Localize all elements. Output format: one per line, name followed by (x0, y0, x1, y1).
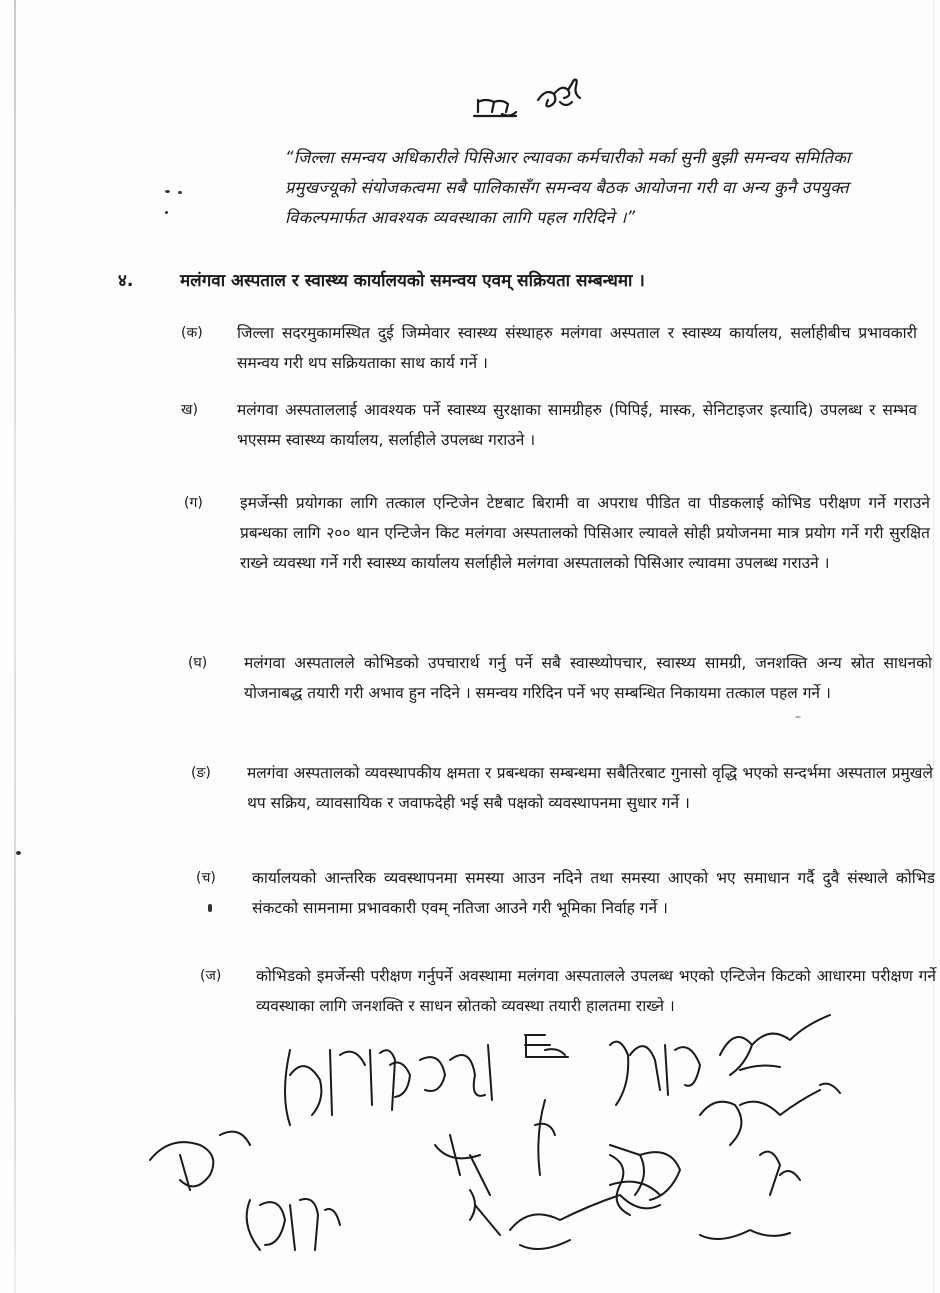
list-item (181, 318, 917, 378)
item-marker: (घ) (188, 655, 208, 671)
signature (150, 1132, 250, 1190)
item-text: मलंगवा अस्पतालले कोभिडको उपचारार्थ गर्नु पर्ने सबै स्वास्थ्योपचार, स्वास्थ्य सामग्री, जनशक्ति अन्य स्रोत साधनको योजनाबद्ध तयारी गरी अभाव हुन नदिने । समन्वय गरिदिन पर्ने भए सम्बन्धित निकायमा तत्काल पहल गर्ने । (244, 654, 932, 702)
signature (760, 1152, 800, 1195)
item-marker: (ङ) (191, 765, 211, 781)
signature (700, 1230, 790, 1239)
item-marker: (क) (181, 325, 203, 341)
scan-speck (208, 904, 212, 912)
list-item (191, 758, 933, 818)
list-item (196, 863, 935, 923)
quoted-resolution: “जिल्ला समन्वय अधिकारीले पिसिआर ल्यावका कर्मचारीको मर्का सुनी बुझी समन्वय समितिका प्रमुखज्यूको संयोजकत्वमा सबै पालिकासँग समन्वय बैठक आयोजना गरी वा अन्य कुनै उपयुक्त विकल्पमार्फत आवश्यक व्यवस्थाका लागि पहल गरिदिने ।” (285, 148, 851, 227)
item-marker: (ज) (200, 968, 222, 984)
item-text: जिल्ला सदरमुकामस्थित दुई जिम्मेवार स्वास्थ्य संस्थाहरु मलंगवा अस्पताल र स्वास्थ्य कार्यालय, सर्लाहीबीच प्रभावकारी समन्वय गरी थप सक्रियताका साथ कार्य गर्ने । (237, 324, 917, 372)
top-signatures (468, 72, 598, 122)
signature (435, 1135, 490, 1195)
item-text: कोभिडको इमर्जेन्सी परीक्षण गर्नुपर्ने अवस्थामा मलंगवा अस्पतालले उपलब्ध भएको एन्टिजेन किटको आधारमा परीक्षण गर्ने व्यवस्थाका लागि जनशक्ति र साधन स्रोतको व्यवस्था तयारी हालतमा राख्ने । (256, 967, 936, 1015)
scan-speck (795, 716, 801, 718)
signature (525, 1035, 568, 1057)
section-title: मलंगवा अस्पताल र स्वास्थ्य कार्यालयको समन्वय एवम् सक्रियता सम्बन्धमा । (180, 271, 645, 291)
scan-speck (178, 191, 182, 194)
signature (285, 1050, 395, 1125)
signature (247, 1199, 340, 1250)
scan-edge (933, 0, 934, 1293)
section-heading (118, 266, 878, 300)
scan-edge (14, 0, 16, 1293)
scan-speck (165, 211, 168, 214)
item-marker: (च) (196, 870, 216, 886)
signature (610, 1145, 680, 1200)
signature (470, 1190, 500, 1235)
signature (610, 1042, 700, 1105)
scan-speck (16, 851, 21, 855)
item-marker: (ग) (184, 495, 203, 511)
signature (700, 1084, 840, 1145)
section-number: ४. (118, 271, 134, 291)
item-text: कार्यालयको आन्तरिक व्यवस्थापनमा समस्या आउन नदिने तथा समस्या आएको भए समाधान गर्दै दुवै संस्थाले कोभिड संकटको सामनामा प्रभावकारी एवम् नतिजा आउने गरी भूमिका निर्वाह गर्ने । (252, 869, 935, 917)
signature (535, 1100, 555, 1175)
handwritten-signatures (140, 1005, 880, 1290)
list-item (184, 488, 930, 578)
signature (720, 1015, 830, 1075)
item-text: मलगंवा अस्पतालको व्यवस्थापकीय क्षमता र प्रबन्धका सम्बन्धमा सबैतिरबाट गुनासो वृद्धि भएको सन्दर्भमा अस्पताल प्रमुखले थप सक्रिय, व्यावसायिक र जवाफदेही भई सबै पक्षको व्यवस्थापनमा सुधार गर्ने । (247, 764, 933, 812)
signature (390, 1045, 492, 1100)
scan-speck (165, 190, 170, 193)
signature (510, 1195, 660, 1249)
item-text: इमर्जेन्सी प्रयोगका लागि तत्काल एन्टिजेन टेष्टबाट बिरामी वा अपराध पीडित वा पीडकलाई कोभिड परीक्षण गर्ने गराउने प्रबन्धका लागि २०० थान एन्टिजेन किट मलंगवा अस्पतालको पिसिआर ल्यावले सोही प्रयोजनमा मात्र प्रयोग गर्ने गरी सुरक्षित राख्ने व्यवस्था गर्ने गरी स्वास्थ्य कार्यालय सर्लाहीले मलंगवा अस्पतालको पिसिआर ल्यावमा उपलब्ध गराउने । (240, 494, 930, 572)
list-item (188, 648, 932, 708)
item-text: मलंगवा अस्पताललाई आवश्यक पर्ने स्वास्थ्य सुरक्षाका सामग्रीहरु (पिपिई, मास्क, सेनिटाइजर इत्यादि) उपलब्ध र सम्भव भएसम्म स्वास्थ्य कार्यालय, सर्लाहीले उपलब्ध गराउने । (237, 401, 917, 449)
list-item (181, 395, 917, 455)
item-marker: ख) (181, 402, 198, 418)
